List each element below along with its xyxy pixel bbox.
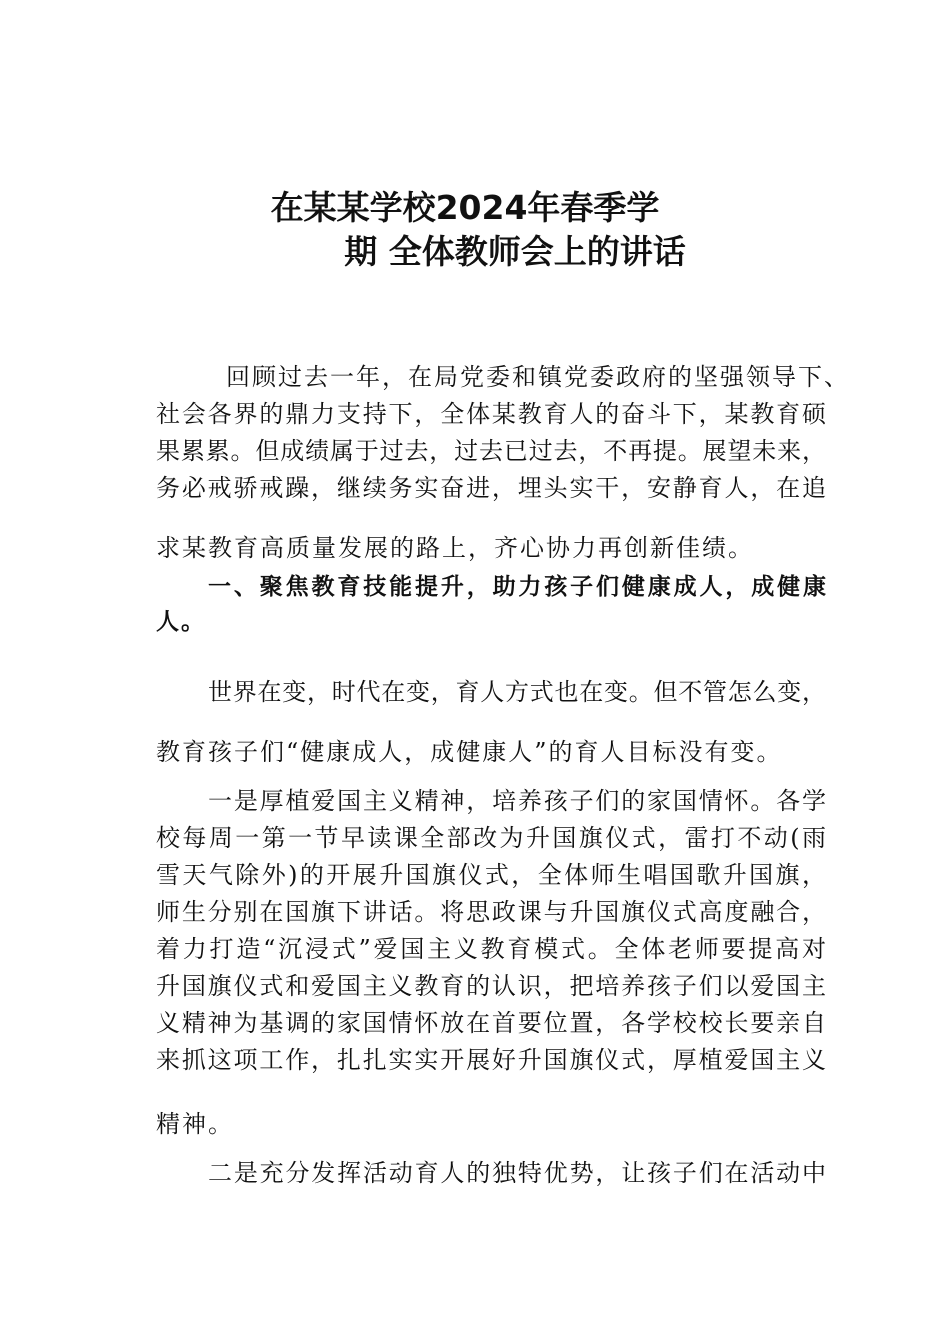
section-heading-continued: 人。: [156, 609, 206, 635]
body-line: 二是充分发挥活动育人的独特优势，让孩子们在活动中: [208, 1159, 826, 1187]
document-title: [0, 186, 950, 274]
body-line: 回顾过去一年，在局党委和镇党委政府的坚强领导下、: [226, 363, 850, 391]
body-line: 社会各界的鼎力支持下，全体某教育人的奋斗下，某教育硕: [156, 400, 826, 428]
section-heading: 一、聚焦教育技能提升，助力孩子们健康成人，成健康: [208, 574, 826, 600]
title-line-2: 期 全体教师会上的讲话: [344, 232, 686, 271]
body-line: 果累累。但成绩属于过去，过去已过去，不再提。展望未来，: [156, 437, 826, 465]
body-line: 师生分别在国旗下讲话。将思政课与升国旗仪式高度融合，: [156, 898, 826, 926]
body-line: 求某教育高质量发展的路上，齐心协力再创新佳绩。: [156, 534, 754, 562]
body-line: 着力打造“沉浸式”爱国主义教育模式。全体老师要提高对: [156, 935, 826, 963]
body-line: 雪天气除外)的开展升国旗仪式，全体师生唱国歌升国旗，: [156, 861, 826, 889]
body-line: 一是厚植爱国主义精神，培养孩子们的家国情怀。各学: [208, 787, 826, 815]
body-line: 义精神为基调的家国情怀放在首要位置，各学校校长要亲自: [156, 1009, 826, 1037]
body-line: 教育孩子们“健康成人，成健康人”的育人目标没有变。: [156, 738, 783, 766]
body-line: 校每周一第一节早读课全部改为升国旗仪式，雷打不动(雨: [156, 824, 826, 852]
body-line: 来抓这项工作，扎扎实实开展好升国旗仪式，厚植爱国主义: [156, 1046, 826, 1074]
body-line: 世界在变，时代在变，育人方式也在变。但不管怎么变，: [208, 678, 826, 706]
body-line: 精神。: [156, 1110, 234, 1138]
body-line: 升国旗仪式和爱国主义教育的认识，把培养孩子们以爱国主: [156, 972, 826, 1000]
body-line: 务必戒骄戒躁，继续务实奋进，埋头实干，安静育人，在追: [156, 474, 826, 502]
title-line-1: 在某某学校2024年春季学: [270, 188, 660, 227]
